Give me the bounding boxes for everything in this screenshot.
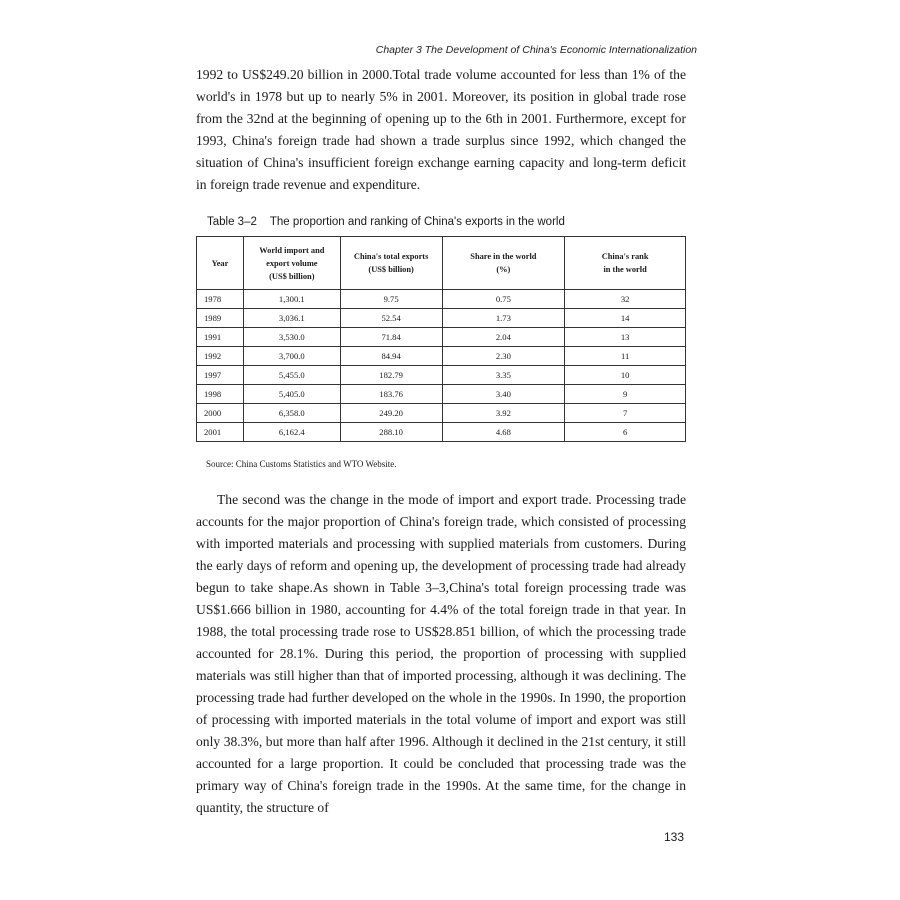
cell-china-exports: 249.20 [340, 404, 442, 423]
paragraph-processing-trade: The second was the change in the mode of import and export trade. Processing trade accounts for the major proportion of China's foreign trade, which consisted of processing with imported materials and processing with supplied materials from customers. During the early days of reform and opening up, the development of processing trade had already begun to take shape.As shown in Table 3–3,China's total foreign processing trade was US$1.666 billion in 1980, accounting for 4.4% of the total foreign trade in that year. In 1988, the total processing trade rose to US$28.851 billion, of which the processing trade accounted for 28.1%. During this period, the proportion of processing with supplied materials was still higher than that of imported processing, although it was declining. The processing trade had further developed on the whole in the 1990s. In 1990, the proportion of processing with imported materials in the total volume of import and export was still only 38.3%, but more than half after 1996. Although it declined in the 21st century, it still accounted for a large proportion. It could be concluded that processing trade was the primary way of China's foreign trade in the 1990s. At the same time, for the change in quantity, the structure of [196, 492, 686, 815]
table-row [197, 290, 686, 309]
cell-year: 2000 [197, 404, 244, 423]
cell-world-volume: 3,036.1 [243, 309, 340, 328]
header-china-exports: China's total exports (US$ billion) [340, 237, 442, 290]
cell-world-share: 1.73 [442, 309, 565, 328]
cell-china-rank: 14 [565, 309, 686, 328]
cell-world-share: 3.92 [442, 404, 565, 423]
cell-china-exports: 71.84 [340, 328, 442, 347]
cell-china-exports: 9.75 [340, 290, 442, 309]
cell-china-exports: 52.54 [340, 309, 442, 328]
table-row [197, 347, 686, 366]
table-row [197, 309, 686, 328]
page-number: 133 [663, 830, 684, 844]
table-source: Source: China Customs Statistics and WTO Website. [206, 459, 397, 469]
cell-china-rank: 32 [565, 290, 686, 309]
table-number: Table 3–2 [207, 216, 257, 228]
cell-world-volume: 6,162.4 [243, 423, 340, 442]
cell-world-volume: 3,700.0 [243, 347, 340, 366]
cell-year: 1992 [197, 347, 244, 366]
cell-world-share: 2.30 [442, 347, 565, 366]
paragraph-intro: 1992 to US$249.20 billion in 2000.Total trade volume accounted for less than 1% of the world's in 1978 but up to nearly 5% in 2001. Moreover, its position in global trade rose from the 32nd at the beginning of opening up to the 6th in 2001. Furthermore, except for 1993, China's foreign trade had shown a trade surplus since 1992, which changed the situation of China's insufficient foreign exchange earning capacity and long-term deficit in foreign trade revenue and expenditure. [196, 67, 686, 192]
cell-china-rank: 9 [565, 385, 686, 404]
cell-world-volume: 5,405.0 [243, 385, 340, 404]
header-year: Year [197, 237, 244, 290]
cell-world-volume: 3,530.0 [243, 328, 340, 347]
table-title: The proportion and ranking of China's exports in the world [269, 216, 565, 228]
cell-world-volume: 6,358.0 [243, 404, 340, 423]
cell-china-exports: 182.79 [340, 366, 442, 385]
cell-china-rank: 13 [565, 328, 686, 347]
header-world-volume: World import and export volume (US$ billion) [243, 237, 340, 290]
cell-world-share: 2.04 [442, 328, 565, 347]
running-head: Chapter 3 The Development of China's Economic Internationalization [375, 44, 697, 56]
cell-world-share: 0.75 [442, 290, 565, 309]
cell-china-rank: 10 [565, 366, 686, 385]
cell-china-rank: 6 [565, 423, 686, 442]
cell-world-share: 4.68 [442, 423, 565, 442]
cell-china-rank: 7 [565, 404, 686, 423]
header-world-share: Share in the world (%) [442, 237, 565, 290]
cell-world-share: 3.35 [442, 366, 565, 385]
cell-world-share: 3.40 [442, 385, 565, 404]
cell-year: 1989 [197, 309, 244, 328]
cell-china-exports: 288.10 [340, 423, 442, 442]
table-row [197, 366, 686, 385]
table-header-row [197, 237, 686, 290]
cell-china-rank: 11 [565, 347, 686, 366]
exports-table [196, 236, 686, 442]
header-china-rank: China's rank in the world [565, 237, 686, 290]
table-caption [207, 216, 565, 228]
cell-china-exports: 84.94 [340, 347, 442, 366]
cell-world-volume: 1,300.1 [243, 290, 340, 309]
cell-world-volume: 5,455.0 [243, 366, 340, 385]
cell-year: 1997 [197, 366, 244, 385]
table-row [197, 423, 686, 442]
cell-year: 1978 [197, 290, 244, 309]
table-row [197, 404, 686, 423]
cell-year: 2001 [197, 423, 244, 442]
cell-china-exports: 183.76 [340, 385, 442, 404]
cell-year: 1991 [197, 328, 244, 347]
table-row [197, 328, 686, 347]
cell-year: 1998 [197, 385, 244, 404]
table-row [197, 385, 686, 404]
